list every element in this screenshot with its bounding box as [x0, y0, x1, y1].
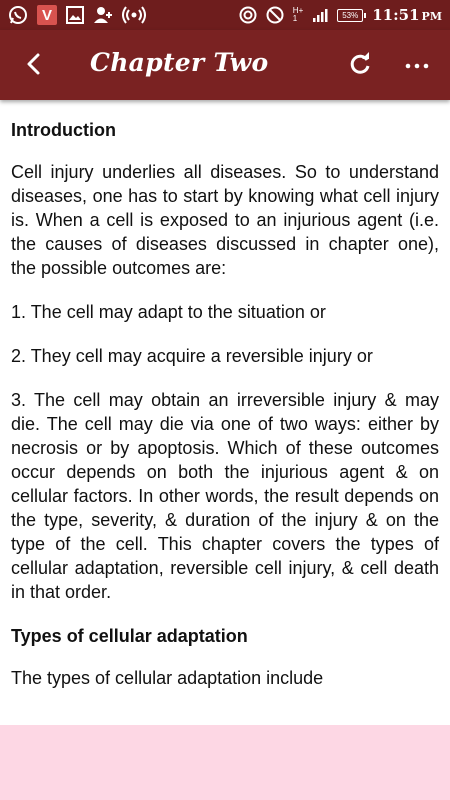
- hotspot-icon: [239, 6, 257, 24]
- battery-icon: [337, 9, 363, 22]
- chapter-content[interactable]: [0, 100, 450, 725]
- section-heading-types-of-cellular-adaptation: Types of cellular adaptation: [11, 626, 248, 646]
- paragraph-types: The types of cellular adaptation include: [11, 668, 324, 688]
- refresh-button[interactable]: [344, 50, 376, 82]
- ad-banner[interactable]: [0, 725, 450, 800]
- back-button[interactable]: [18, 50, 50, 82]
- paragraph-outcome-3: 3. The cell may obtain an irreversible injury & may die. The cell may die via one of two ways: either by necrosis or by apoptosis. Which of these outcomes occur depends on both the injurious agent & on cellular factors. In other words, the result depends on the type, severity, & duration of the injury & on the type of the cell. This chapter covers the types of cellular adaptation, reversible cell injury, & cell death in that order.: [11, 390, 439, 602]
- app-bar: [0, 30, 450, 100]
- whatsapp-icon: [8, 5, 28, 25]
- paragraph-outcome-1: 1. The cell may adapt to the situation or: [11, 302, 326, 322]
- clock-ampm: PM: [421, 10, 442, 23]
- network-type-top: H+: [292, 6, 304, 15]
- back-arrow-icon: [25, 52, 43, 81]
- battery-level: 53%: [342, 10, 359, 20]
- clock-time: 11:51: [372, 6, 420, 24]
- add-contact-icon: [93, 6, 113, 24]
- paragraph-intro: Cell injury underlies all diseases. So to understand diseases, one has to start by knowing what cell injury is. When a cell is exposed to an injurious agent (i.e. the causes of diseases discussed in chapter one), the possible outcomes are:: [11, 162, 439, 278]
- status-time: [372, 6, 442, 24]
- status-left-icons: [8, 5, 146, 25]
- do-not-disturb-icon: [266, 6, 284, 24]
- more-options-button[interactable]: [401, 50, 433, 82]
- status-right-icons: [239, 6, 442, 24]
- status-bar: [0, 0, 450, 30]
- paragraph-outcome-2: 2. They cell may acquire a reversible injury or: [11, 346, 373, 366]
- refresh-icon: [348, 52, 372, 81]
- page-title: Chapter Two: [90, 48, 269, 77]
- network-type-label: [293, 7, 303, 23]
- signal-icon: [312, 7, 328, 23]
- section-heading-introduction: Introduction: [11, 120, 116, 140]
- more-vertical-icon: [405, 57, 429, 75]
- image-icon: [66, 6, 84, 24]
- network-type-bottom: 1: [292, 14, 298, 23]
- broadcast-icon: [122, 6, 146, 24]
- app-badge: V: [37, 5, 57, 25]
